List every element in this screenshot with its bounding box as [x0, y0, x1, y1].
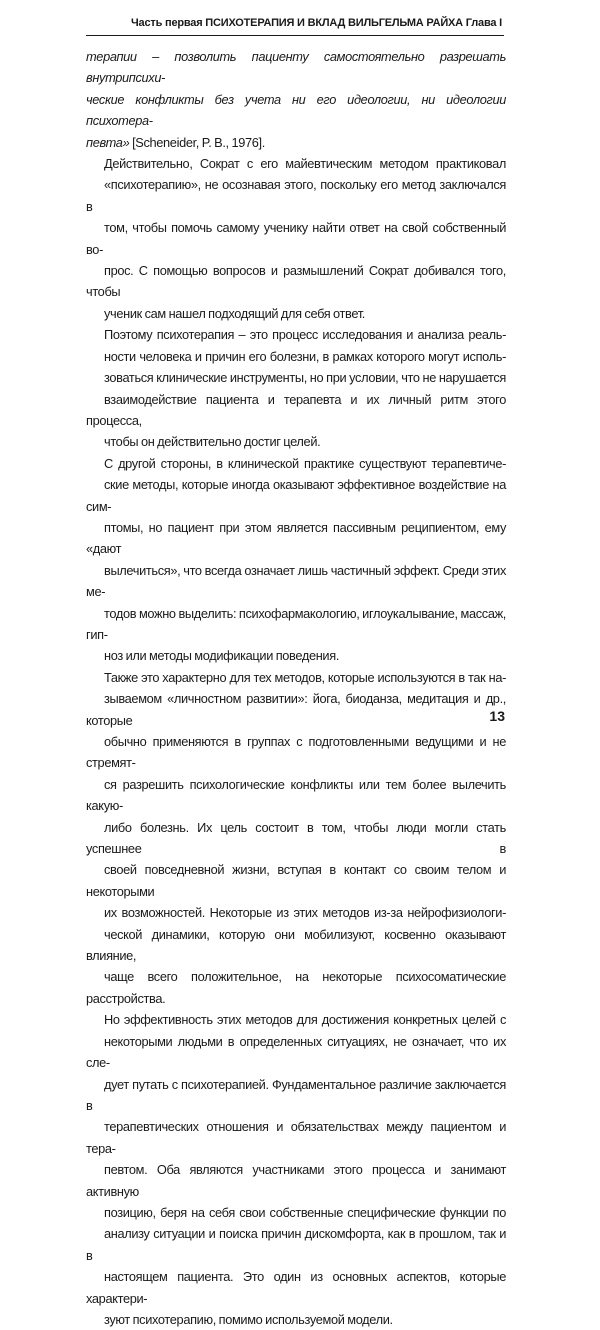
text-line [86, 89, 506, 132]
line-text: Но эффективность этих методов для достижения конкретных целей с [104, 1012, 506, 1028]
text-line [86, 1031, 506, 1074]
text-line [86, 367, 506, 388]
text-line [86, 1309, 506, 1330]
paragraph [86, 46, 506, 153]
text-line [86, 217, 506, 260]
text-line [86, 303, 506, 324]
text-line [86, 966, 506, 1009]
citation: [Scheneider, P. B., 1976]. [129, 134, 265, 150]
line-text: «психотерапию», не осознавая этого, поскольку его метод заключался в [86, 177, 506, 214]
text-line [86, 924, 506, 967]
line-text: прос. С помощью вопросов и размышлений Сократ добивался того, чтобы [86, 263, 506, 300]
text-line [86, 731, 506, 774]
text-line [86, 1223, 506, 1266]
text-line [86, 517, 506, 560]
line-text: том, чтобы помочь самому ученику найти ответ на свой собственный во- [86, 220, 506, 257]
paragraph [86, 1009, 506, 1330]
line-text: ческие конфликты без учета ни его идеологии, ни идеологии психотера- [86, 91, 506, 129]
line-text: певтом. Оба являются участниками этого процесса и занимают активную [86, 1162, 506, 1199]
text-line [86, 474, 506, 517]
text-line [86, 453, 506, 474]
line-text: ся разрешить психологические конфликты или тем более вылечить какую- [86, 776, 506, 814]
line-text: их возможностей. Некоторые из этих методов из-за нейрофизиологи- [104, 905, 506, 921]
line-text: взаимодействие пациента и терапевта и их личный ритм этого процесса, [86, 391, 506, 428]
line-text: зоваться клинические инструменты, но при условии, что не нарушается [104, 370, 506, 386]
text-line [86, 859, 506, 902]
line-text: терапии – позволить пациенту самостоятельно разрешать внутрипсихи- [86, 49, 506, 86]
paragraph [86, 324, 506, 452]
text-line [86, 667, 506, 688]
line-text: вылечиться», что всегда означает лишь частичный эффект. Среди этих ме- [86, 562, 506, 600]
line-text: либо болезнь. Их цель состоит в том, чтобы люди могли стать успешнее в [86, 819, 506, 857]
text-line [86, 431, 506, 452]
line-text: Также это характерно для тех методов, которые используются в так на- [104, 669, 506, 685]
text-line [86, 132, 506, 153]
line-text: С другой стороны, в клинической практике существуют терапевтиче- [104, 455, 506, 471]
line-text: зываемом «личностном развитии»: йога, биоданза, медитация и др., которые [86, 691, 506, 728]
text-line [86, 46, 506, 89]
paragraph [86, 667, 506, 1010]
line-text: дует путать с психотерапией. Фундаментальное различие заключается в [86, 1076, 506, 1113]
line-text: позицию, беря на себя свои собственные специфические функции по [104, 1204, 506, 1220]
text-line [86, 688, 506, 731]
text-line [86, 1159, 506, 1202]
text-line [86, 1266, 506, 1309]
text-line [86, 603, 506, 646]
text-line [86, 817, 506, 860]
line-text: чаще всего положительное, на некоторые психосоматические расстройства. [86, 969, 506, 1006]
header-rule [86, 35, 504, 36]
paragraph [86, 453, 506, 667]
text-line [86, 1116, 506, 1159]
text-line [86, 260, 506, 303]
line-text: ученик сам нашел подходящий для себя ответ. [104, 305, 366, 321]
line-text: некоторыми людьми в определенных ситуациях, не означает, что их сле- [86, 1033, 506, 1071]
line-text: обычно применяются в группах с подготовленными ведущими и не стремят- [86, 734, 506, 771]
text-line [86, 645, 506, 666]
line-text: ности человека и причин его болезни, в рамках которого могут исполь- [104, 348, 506, 364]
line-text: чтобы он действительно достиг целей. [104, 434, 321, 450]
text-line [86, 1009, 506, 1030]
page-number: 13 [489, 708, 505, 724]
text-line [86, 153, 506, 174]
line-text: зуют психотерапию, помимо используемой модели. [104, 1311, 393, 1327]
text-line [86, 1202, 506, 1223]
text-line [86, 174, 506, 217]
text-line [86, 346, 506, 367]
line-text: птомы, но пациент при этом является пассивным реципиентом, ему «дают [86, 519, 506, 557]
line-text: ноз или методы модификации поведения. [104, 648, 340, 664]
body-text [86, 46, 506, 1330]
line-text: тодов можно выделить: психофармакологию, иглоукалывание, массаж, гип- [86, 605, 506, 642]
text-line [86, 902, 506, 923]
line-text: настоящем пациента. Это один из основных аспектов, которые характери- [86, 1269, 506, 1306]
text-line [86, 1074, 506, 1117]
text-line [86, 324, 506, 345]
line-text: певта» [86, 134, 130, 150]
text-line [86, 774, 506, 817]
line-text: анализу ситуации и поиска причин дискомфорта, как в прошлом, так и в [86, 1226, 506, 1263]
line-text: ские методы, которые иногда оказывают эффективное воздействие на сим- [86, 477, 506, 514]
running-header: Часть первая ПСИХОТЕРАПИЯ И ВКЛАД ВИЛЬГЕЛЬМА РАЙХА Глава I [131, 17, 502, 29]
text-line [86, 389, 506, 432]
text-line [86, 560, 506, 603]
paragraph [86, 153, 506, 324]
line-text: Поэтому психотерапия – это процесс исследования и анализа реаль- [104, 327, 506, 343]
line-text: ческой динамики, которую они мобилизуют, косвенно оказывают влияние, [86, 926, 506, 964]
line-text: Действительно, Сократ с его майевтическим методом практиковал [104, 156, 506, 172]
line-text: терапевтических отношения и обязательствах между пациентом и тера- [86, 1119, 506, 1156]
line-text: своей повседневной жизни, вступая в контакт со своим телом и некоторыми [86, 862, 506, 899]
